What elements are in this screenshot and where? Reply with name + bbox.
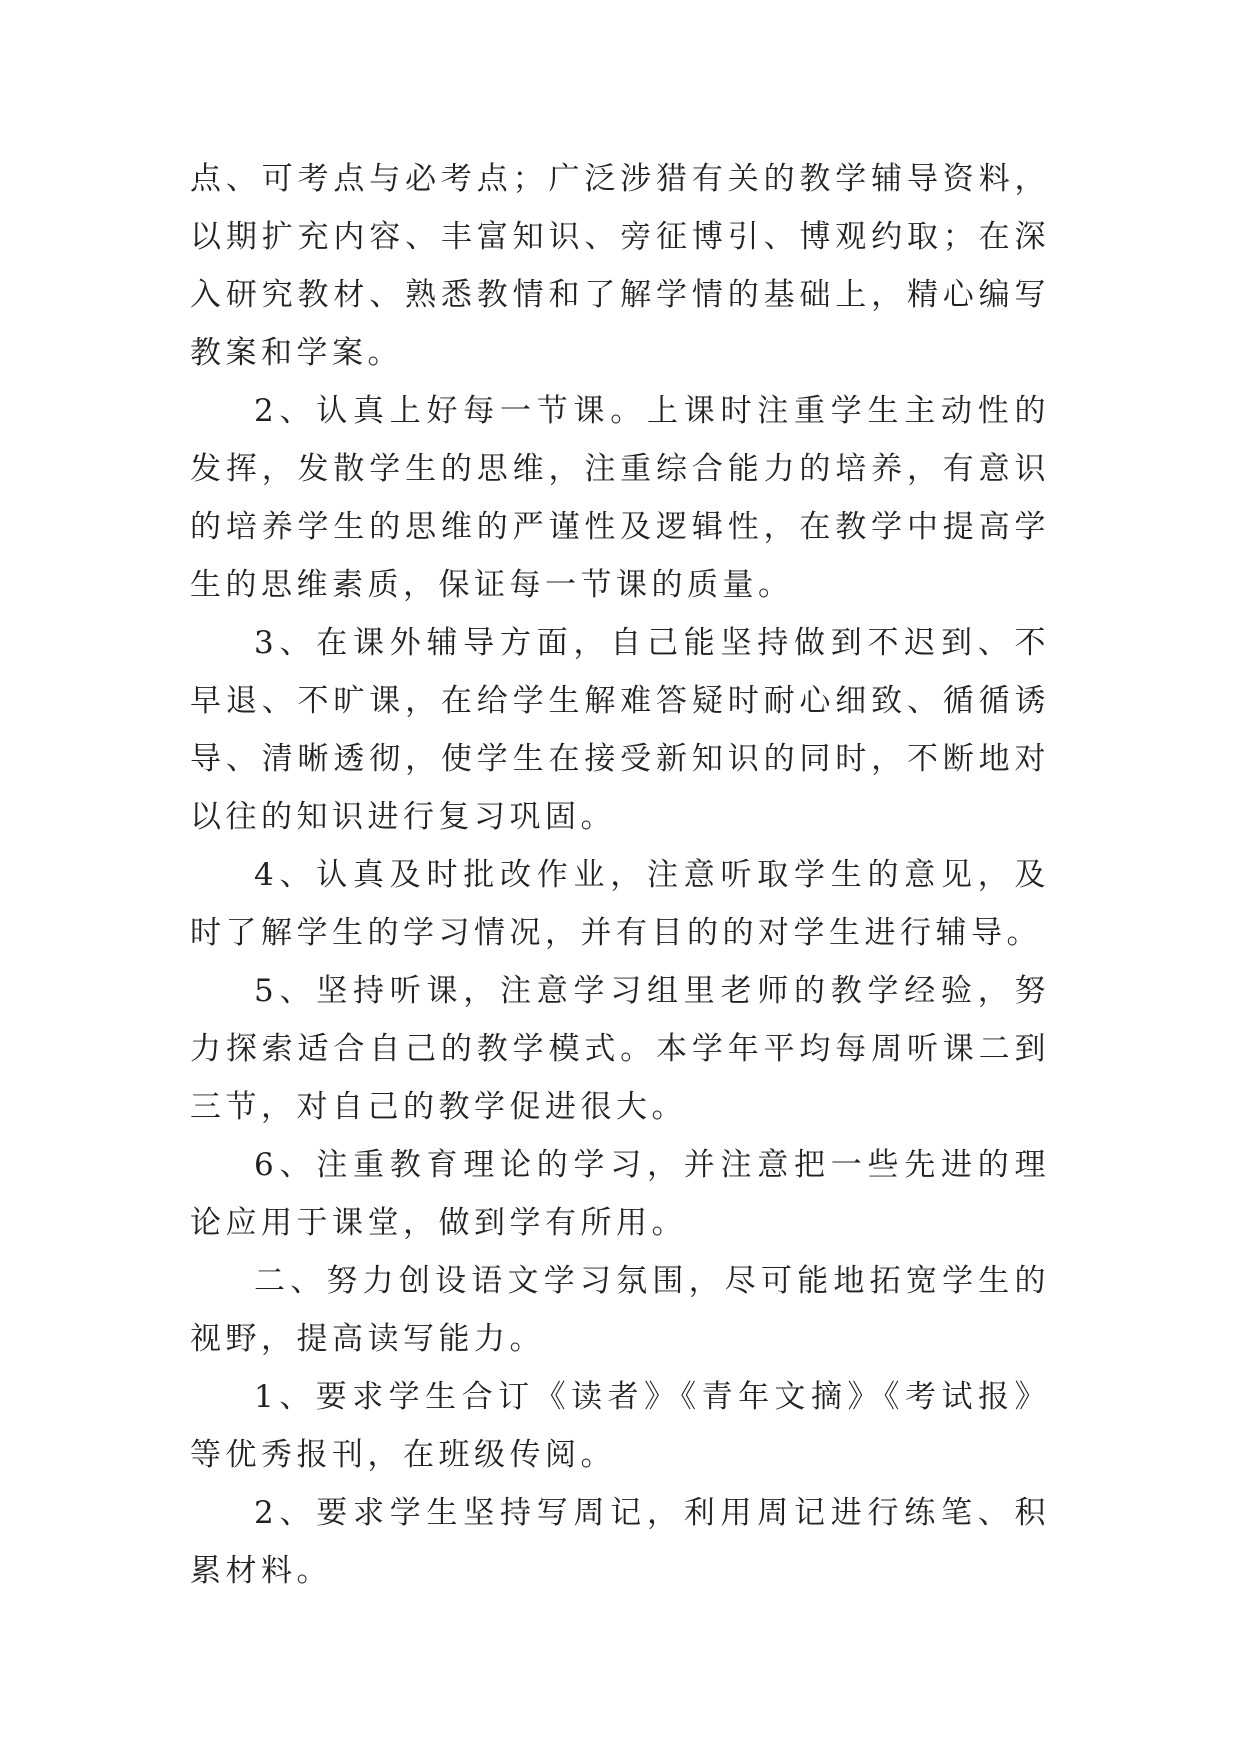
paragraph-reading-item-1: 1、要求学生合订《读者》《青年文摘》《考试报》等优秀报刊，在班级传阅。 [190, 1379, 1050, 1473]
paragraph-item-2-lessons: 2、认真上好每一节课。上课时注重学生主动性的发挥，发散学生的思维，注重综合能力的培养，有意识的培养学生的思维的严谨性及逻辑性，在教学中提高学生的思维素质，保证每一节课的质量。 [190, 393, 1050, 603]
paragraph-item-4-homework: 4、认真及时批改作业，注意听取学生的意见，及时了解学生的学习情况，并有目的的对学生进行辅导。 [190, 857, 1050, 951]
paragraph-continuation: 点、可考点与必考点；广泛涉猎有关的教学辅导资料，以期扩充内容、丰富知识、旁征博引、博观约取；在深入研究教材、熟悉教情和了解学情的基础上，精心编写教案和学案。 [190, 161, 1050, 371]
paragraph-reading-item-2: 2、要求学生坚持写周记，利用周记进行练笔、积累材料。 [190, 1495, 1050, 1589]
paragraph-item-3-tutoring: 3、在课外辅导方面，自己能坚持做到不迟到、不早退、不旷课，在给学生解难答疑时耐心细致、循循诱导、清晰透彻，使学生在接受新知识的同时，不断地对以往的知识进行复习巩固。 [190, 625, 1050, 835]
paragraph-item-5-observation: 5、坚持听课，注意学习组里老师的教学经验，努力探索适合自己的教学模式。本学年平均每周听课二到三节，对自己的教学促进很大。 [190, 973, 1050, 1125]
section-heading-two: 二、努力创设语文学习氛围，尽可能地拓宽学生的视野，提高读写能力。 [190, 1263, 1050, 1357]
document-body [190, 150, 1050, 1600]
paragraph-item-6-theory: 6、注重教育理论的学习，并注意把一些先进的理论应用于课堂，做到学有所用。 [190, 1147, 1050, 1241]
